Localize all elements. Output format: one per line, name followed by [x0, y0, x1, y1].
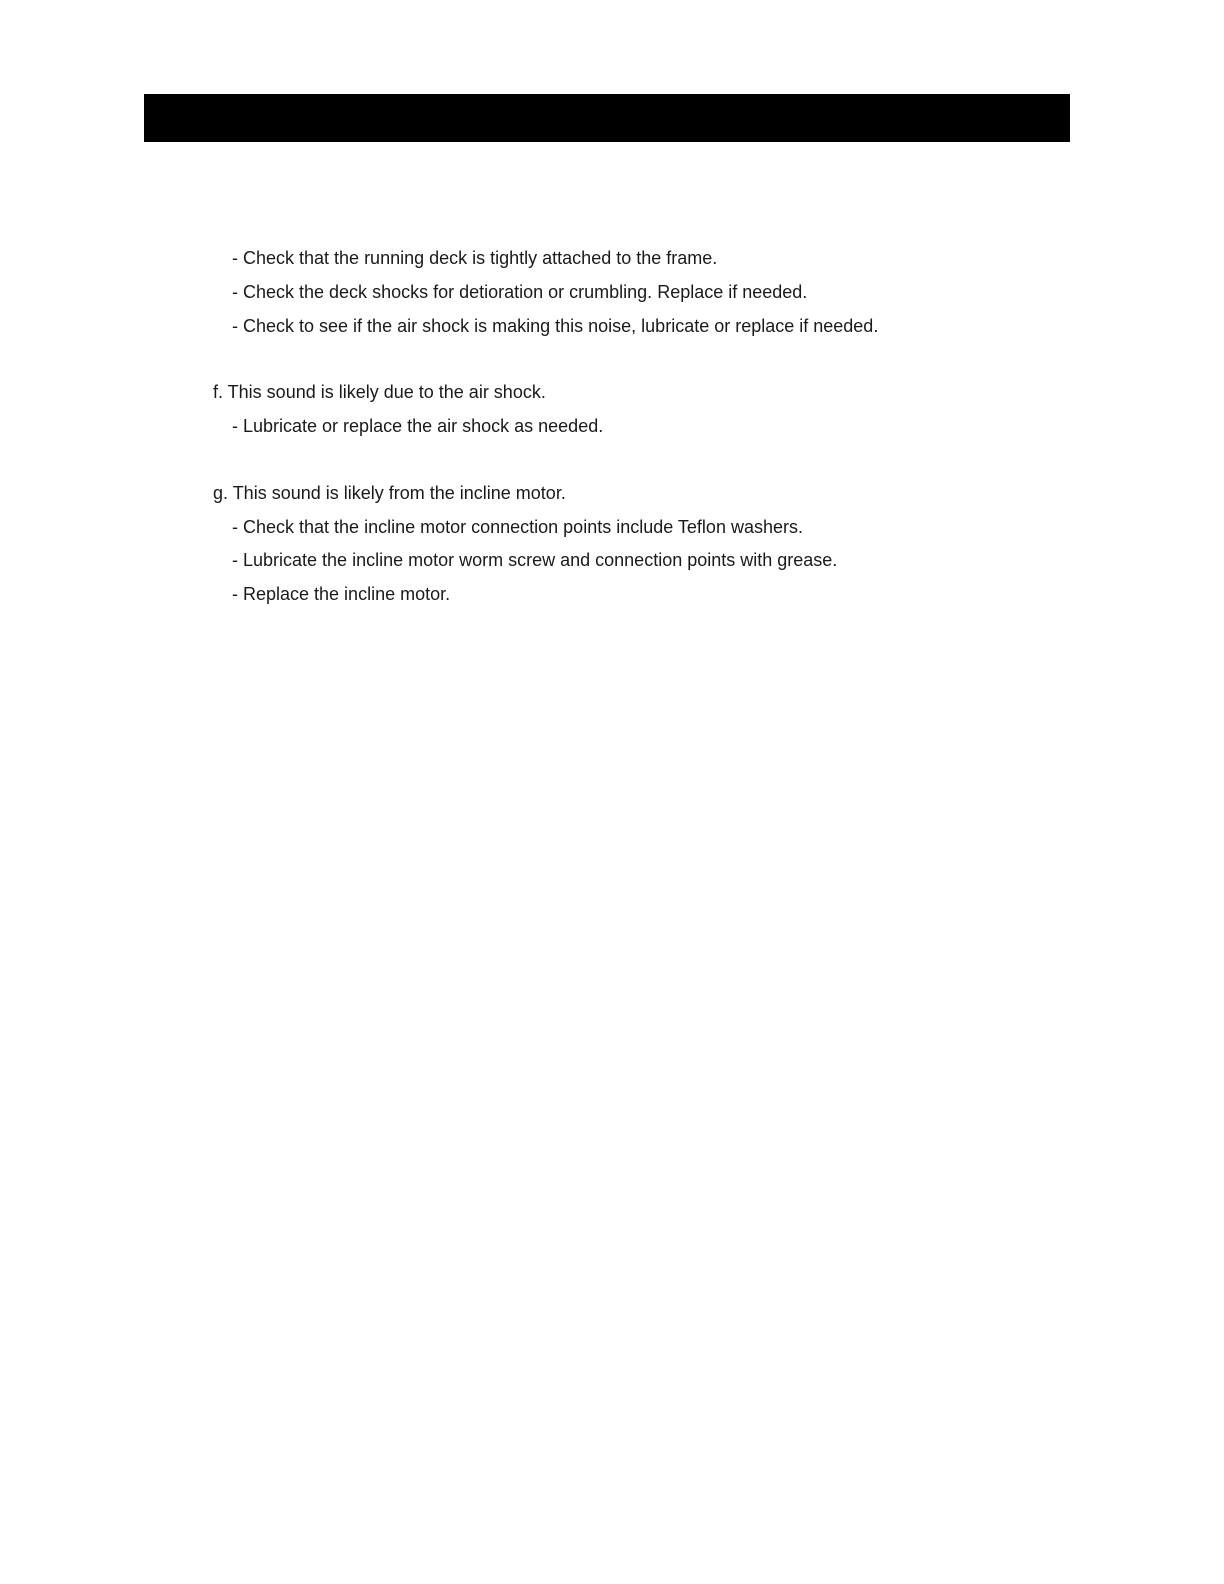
list-item: - Check the deck shocks for detioration or crumbling. Replace if needed.: [232, 282, 808, 302]
section-heading-g: g. This sound is likely from the incline motor.: [213, 483, 566, 503]
list-item: - Check that the incline motor connection points include Teflon washers.: [232, 517, 803, 537]
header-bar: [144, 94, 1070, 142]
list-item: - Check that the running deck is tightly attached to the frame.: [232, 248, 718, 268]
section-heading-f: f. This sound is likely due to the air shock.: [213, 382, 546, 402]
list-item: - Check to see if the air shock is making this noise, lubricate or replace if needed.: [232, 316, 879, 336]
list-item: - Lubricate or replace the air shock as needed.: [232, 416, 604, 436]
list-item: - Lubricate the incline motor worm screw and connection points with grease.: [232, 550, 838, 570]
list-item: - Replace the incline motor.: [232, 584, 451, 604]
